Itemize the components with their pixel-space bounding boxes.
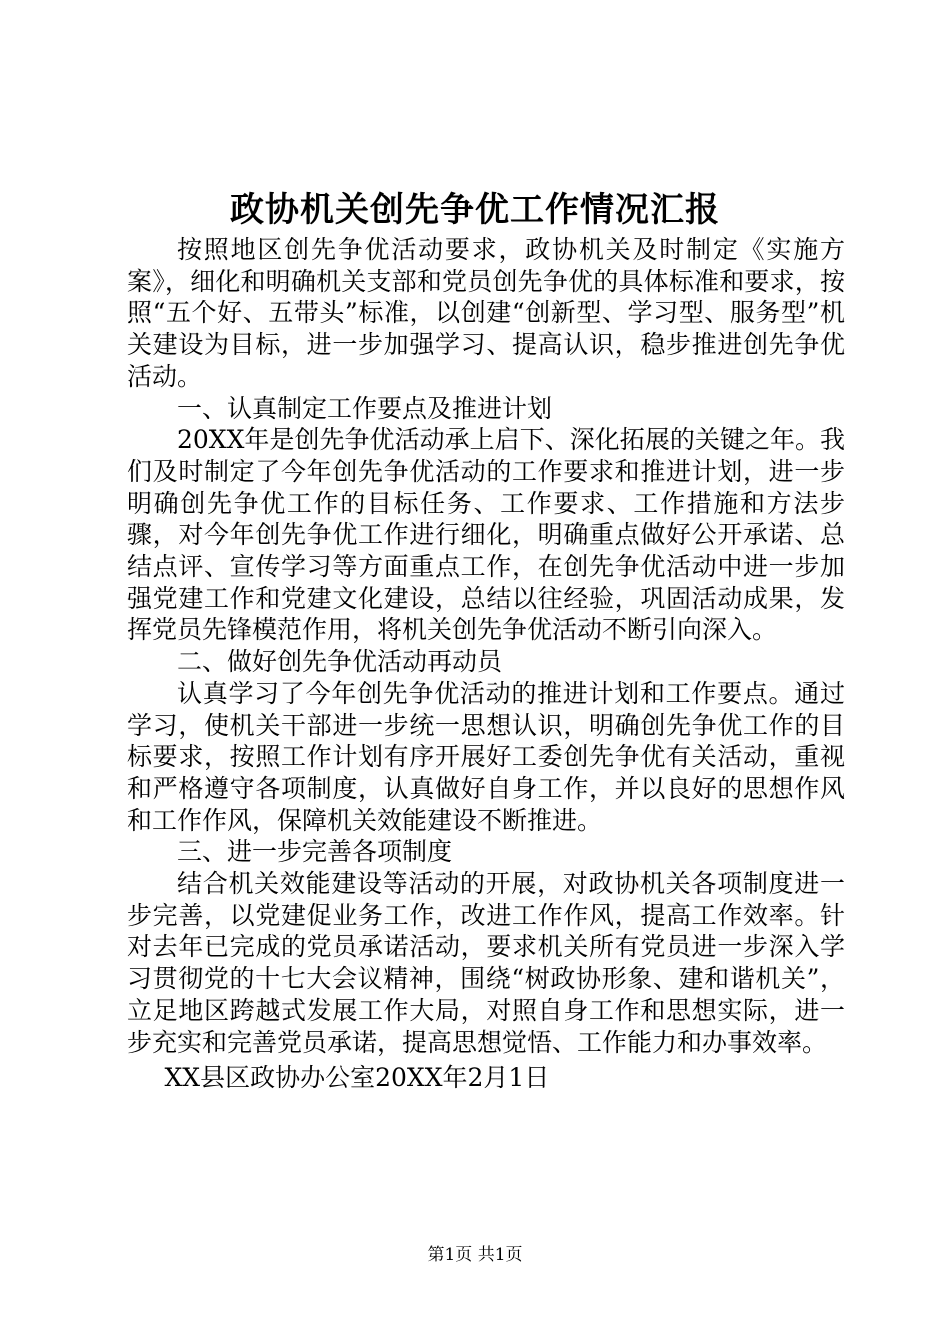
section-paragraph-3: 结合机关效能建设等活动的开展，对政协机关各项制度进一步完善，以党建促业务工作，改进工作作风，提高工作效率。针对去年已完成的党员承诺活动，要求机关所有党员进一步深入学习贯彻党的十七大会议精神，围绕“树政协形象、建和谐机关”，立足地区跨越式发展工作大局，对照自身工作和思想实际，进一步充实和完善党员承诺，提高思想觉悟、工作能力和办事效率。 [127, 869, 845, 1057]
section-paragraph-1: 20XX年是创先争优活动承上启下、深化拓展的关键之年。我们及时制定了今年创先争优活动的工作要求和推进计划，进一步明确创先争优工作的目标任务、工作要求、工作措施和方法步骤，对今年创先争优工作进行细化，明确重点做好公开承诺、总结点评、宣传学习等方面重点工作，在创先争优活动中进一步加强党建工作和党建文化建设，总结以往经验，巩固活动成果，发挥党员先锋模范作用，将机关创先争优活动不断引向深入。 [127, 425, 845, 645]
intro-paragraph: 按照地区创先争优活动要求，政协机关及时制定《实施方案》，细化和明确机关支部和党员创先争优的具体标准和要求，按照“五个好、五带头”标准，以创建“创新型、学习型、服务型”机关建设为目标，进一步加强学习、提高认识，稳步推进创先争优活动。 [127, 235, 845, 391]
document-title: 政协机关创先争优工作情况汇报 [230, 190, 720, 230]
section-heading-3: 三、进一步完善各项制度 [177, 837, 453, 867]
page-number-footer: 第1页 共1页 [427, 1245, 523, 1265]
signature-line: XX县区政协办公室20XX年2月1日 [164, 1063, 550, 1093]
document-body [127, 234, 845, 1094]
section-heading-2: 二、做好创先争优活动再动员 [177, 647, 503, 677]
section-heading-1: 一、认真制定工作要点及推进计划 [177, 393, 553, 423]
section-paragraph-2: 认真学习了今年创先争优活动的推进计划和工作要点。通过学习，使机关干部进一步统一思想认识，明确创先争优工作的目标要求，按照工作计划有序开展好工委创先争优有关活动，重视和严格遵守各项制度，认真做好自身工作，并以良好的思想作风和工作作风，保障机关效能建设不断推进。 [127, 678, 845, 835]
